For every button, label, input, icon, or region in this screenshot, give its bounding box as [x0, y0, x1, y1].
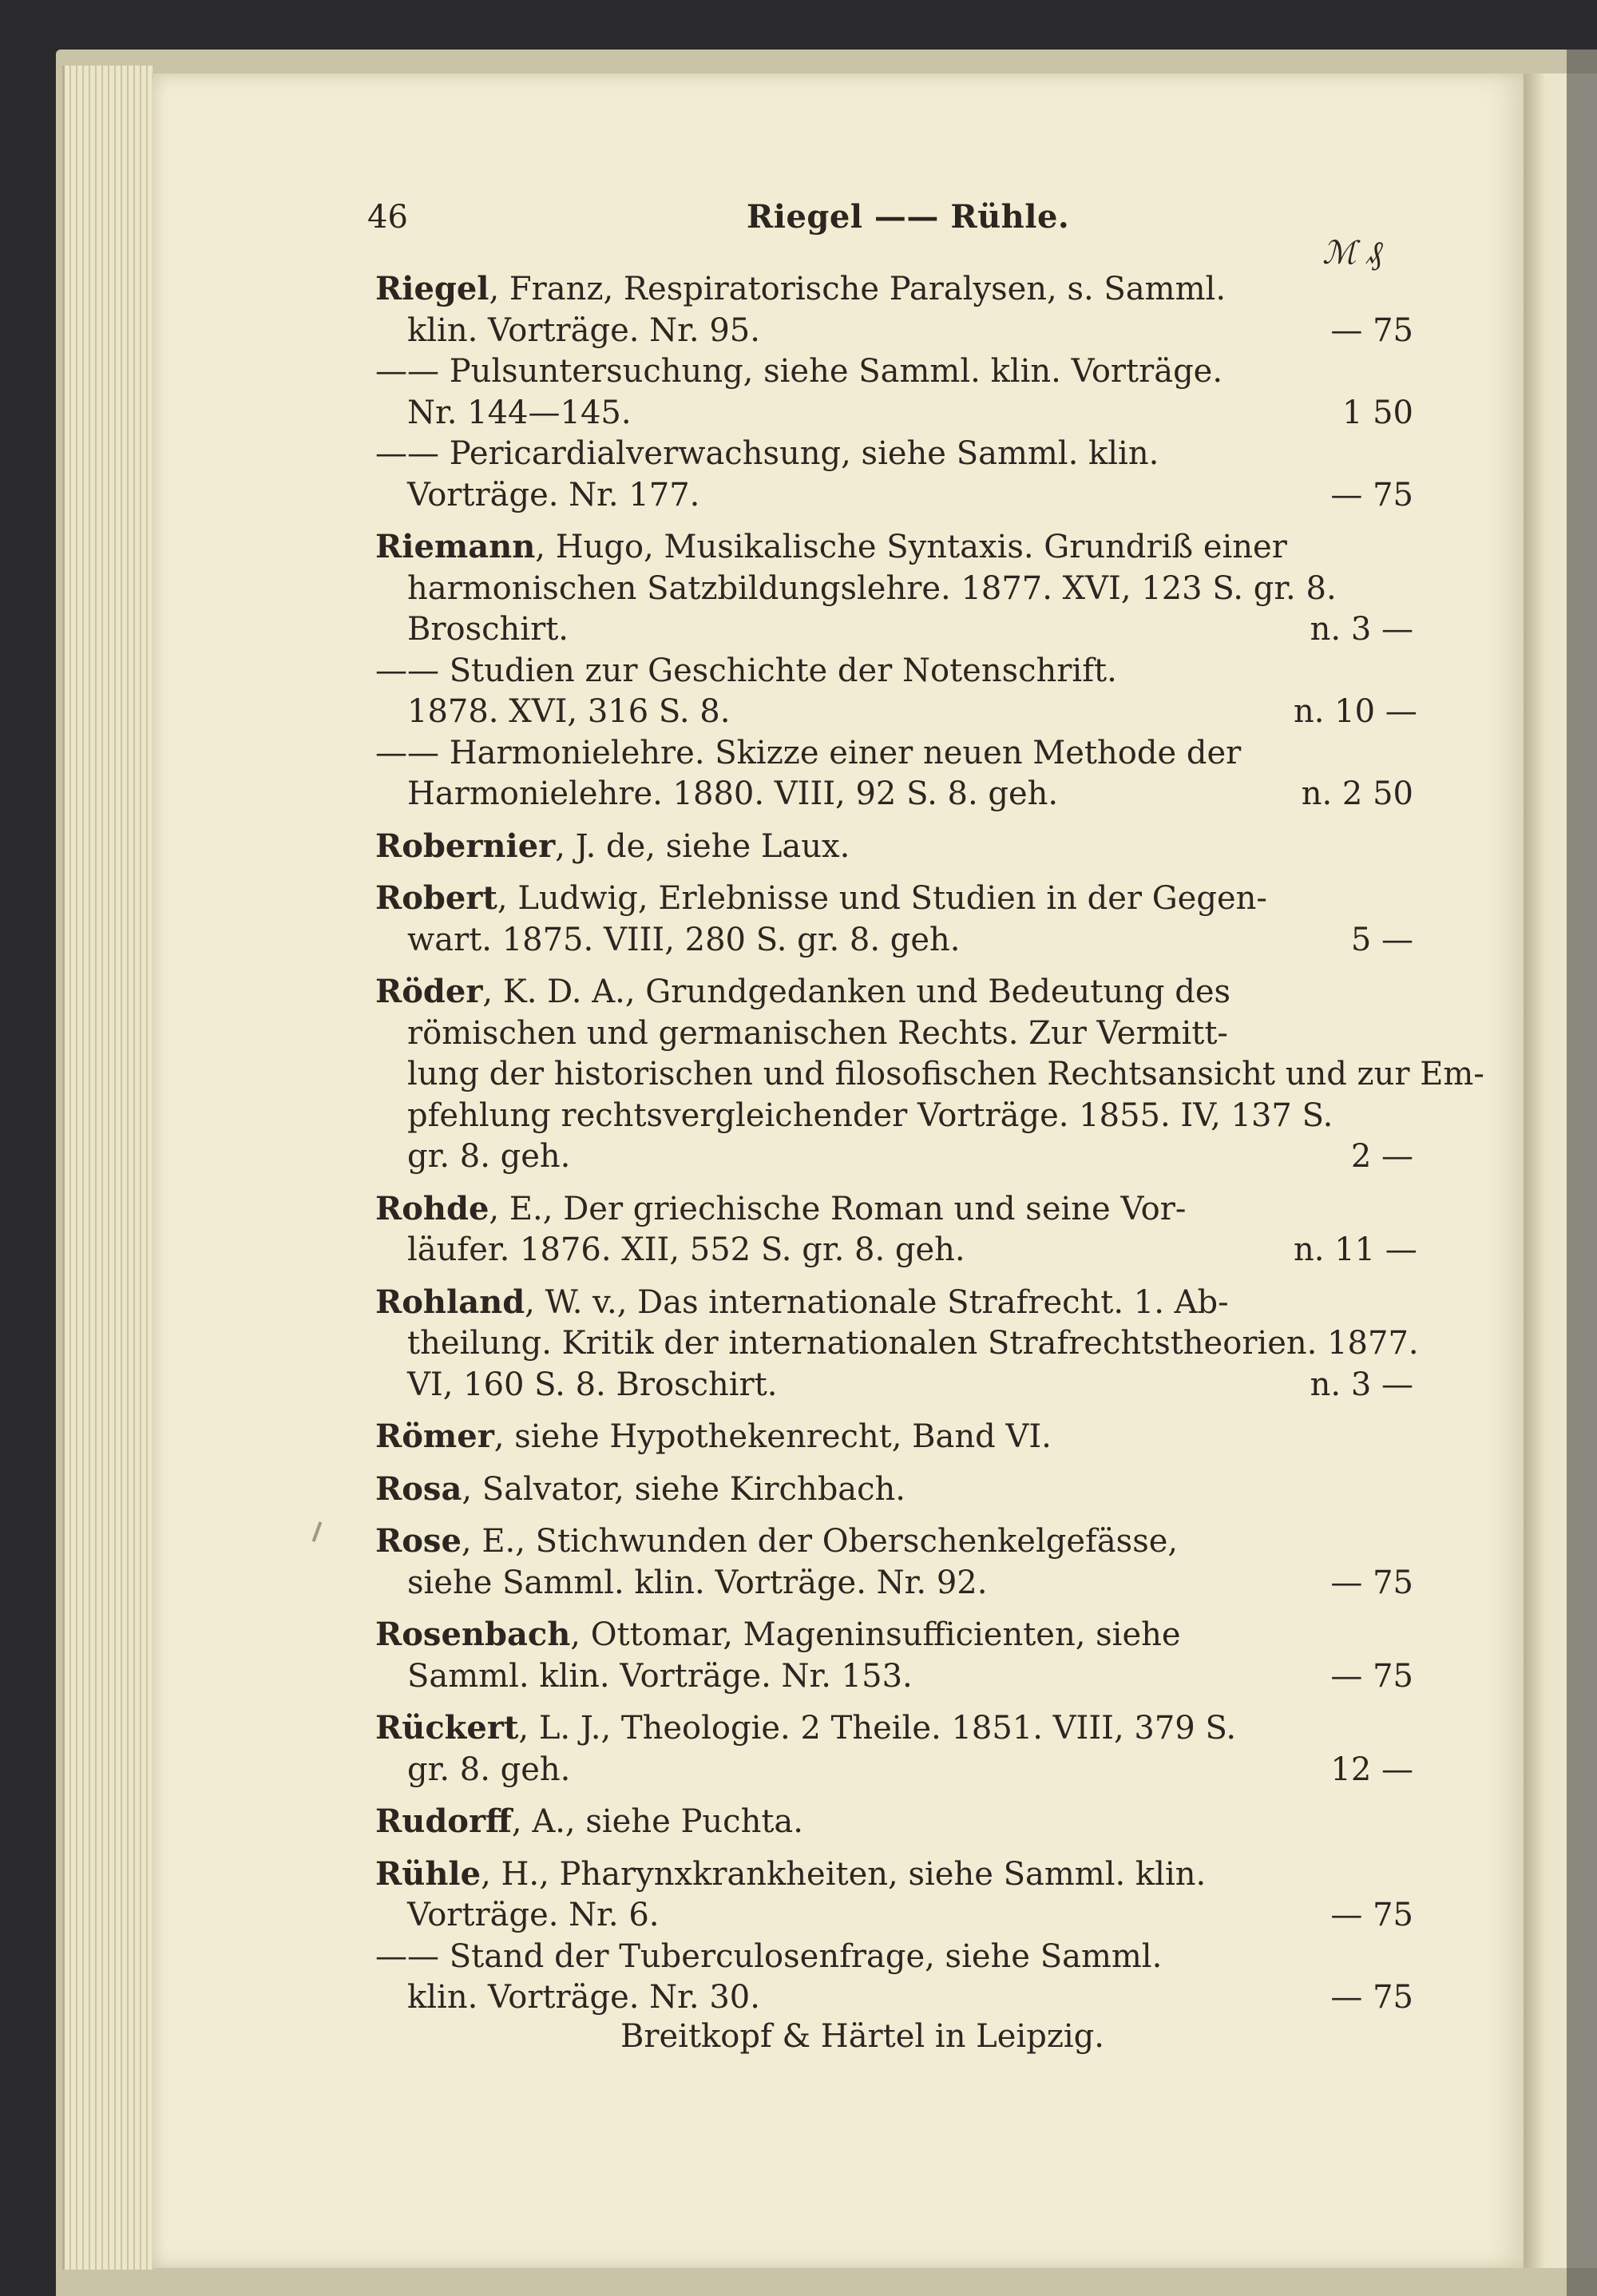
entry-price: — 75 [1330, 1657, 1413, 1695]
entry-price: 5 — [1350, 921, 1413, 958]
entry-price: — 75 [1330, 1897, 1413, 1933]
entry-line: VI, 160 S. 8. Broschirt. [407, 1366, 778, 1403]
entry-price: — 75 [1330, 311, 1413, 349]
entry-line: Nr. 144—145. [407, 394, 632, 431]
entry-line: harmonischen Satzbildungslehre. 1877. XVI, 123 S. gr. 8. [407, 569, 1337, 607]
entry-price: n. 3 — [1310, 1366, 1413, 1403]
entry-line: theilung. Kritik der internationalen Strafrechtstheorien. 1877. [407, 1325, 1419, 1362]
entry-line: —— Pulsuntersuchung, siehe Samml. klin. Vorträge. [375, 353, 1223, 390]
entry-line: Samml. klin. Vorträge. Nr. 153. [407, 1657, 913, 1695]
entry-line: Rose, E., Stichwunden der Oberschenkelgefässe, [375, 1522, 1179, 1560]
page-number: 46 [367, 199, 408, 236]
entry-price: n. 11 — [1294, 1231, 1417, 1268]
entry-line: Rückert, L. J., Theologie. 2 Theile. 1851. VIII, 379 S. [375, 1709, 1237, 1747]
entry-line: Robernier, J. de, siehe Laux. [375, 827, 850, 865]
running-head: Riegel —— Rühle. [747, 198, 1070, 236]
entry-line: Robert, Ludwig, Erlebnisse und Studien in der Gegen- [375, 879, 1267, 917]
entry-line: pfehlung rechtsvergleichender Vorträge. 1855. IV, 137 S. [407, 1096, 1333, 1134]
entry-price: n. 10 — [1294, 693, 1417, 730]
entry-line: Rohde, E., Der griechische Roman und seine Vor- [375, 1189, 1187, 1227]
entry-price: 12 — [1330, 1751, 1413, 1788]
entry-line: lung der historischen und filosofischen Rechtsansicht und zur Em- [407, 1056, 1484, 1092]
entry-line: läufer. 1876. XII, 552 S. gr. 8. geh. [407, 1231, 965, 1268]
entry-price: — 75 [1330, 1564, 1413, 1601]
entry-line: 1878. XVI, 316 S. 8. [407, 693, 731, 730]
entry-line: Broschirt. [407, 611, 569, 648]
entry-price: 2 — [1350, 1138, 1413, 1175]
entry-line: Vorträge. Nr. 177. [407, 476, 700, 514]
entry-line: Rosa, Salvator, siehe Kirchbach. [375, 1469, 906, 1508]
entry-line: Riemann, Hugo, Musikalische Syntaxis. Grundriß einer [375, 528, 1287, 565]
entry-line: —— Studien zur Geschichte der Notenschrift. [375, 652, 1117, 689]
book-cover-edge [1567, 50, 1597, 2296]
entry-line: —— Pericardialverwachsung, siehe Samml. klin. [375, 435, 1159, 472]
entry-line: Römer, siehe Hypothekenrecht, Band VI. [375, 1418, 1052, 1455]
entry-line: siehe Samml. klin. Vorträge. Nr. 92. [407, 1564, 988, 1601]
entry-price: — 75 [1330, 476, 1413, 514]
entry-line: Vorträge. Nr. 6. [407, 1897, 660, 1933]
entry-line: Rudorff, A., siehe Puchta. [375, 1802, 803, 1840]
entry-line: Röder, K. D. A., Grundgedanken und Bedeutung des [375, 973, 1231, 1010]
entry-price: 1 50 [1341, 394, 1413, 431]
currency-header: ℳ ₰ [1322, 235, 1383, 272]
entry-line: Rühle, H., Pharynxkrankheiten, siehe Samml. klin. [375, 1854, 1207, 1893]
entry-line: Harmonielehre. 1880. VIII, 92 S. 8. geh. [407, 775, 1059, 812]
entry-line: klin. Vorträge. Nr. 30. [407, 1979, 760, 2016]
entry-line: Riegel, Franz, Respiratorische Paralysen, s. Samml. [375, 270, 1226, 307]
entry-line: römischen und germanischen Rechts. Zur Vermitt- [407, 1014, 1228, 1052]
entry-price: n. 3 — [1310, 611, 1413, 648]
entry-line: —— Stand der Tuberculosenfrage, siehe Samml. [375, 1937, 1163, 1975]
entry-price: — 75 [1330, 1979, 1413, 2016]
entry-line: Rohland, W. v., Das internationale Strafrecht. 1. Ab- [375, 1283, 1229, 1321]
page-edges [62, 65, 154, 2270]
entry-line: gr. 8. geh. [407, 1751, 571, 1788]
entry-line: klin. Vorträge. Nr. 95. [407, 311, 760, 349]
publisher-footer: Breitkopf & Härtel in Leipzig. [620, 2018, 1104, 2055]
entry-line: gr. 8. geh. [407, 1138, 571, 1175]
entry-line: Rosenbach, Ottomar, Mageninsufficienten, siehe [375, 1616, 1181, 1653]
entry-line: —— Harmonielehre. Skizze einer neuen Methode der [375, 734, 1242, 771]
entry-price: n. 2 50 [1301, 775, 1413, 812]
entry-line: wart. 1875. VIII, 280 S. gr. 8. geh. [407, 921, 961, 958]
